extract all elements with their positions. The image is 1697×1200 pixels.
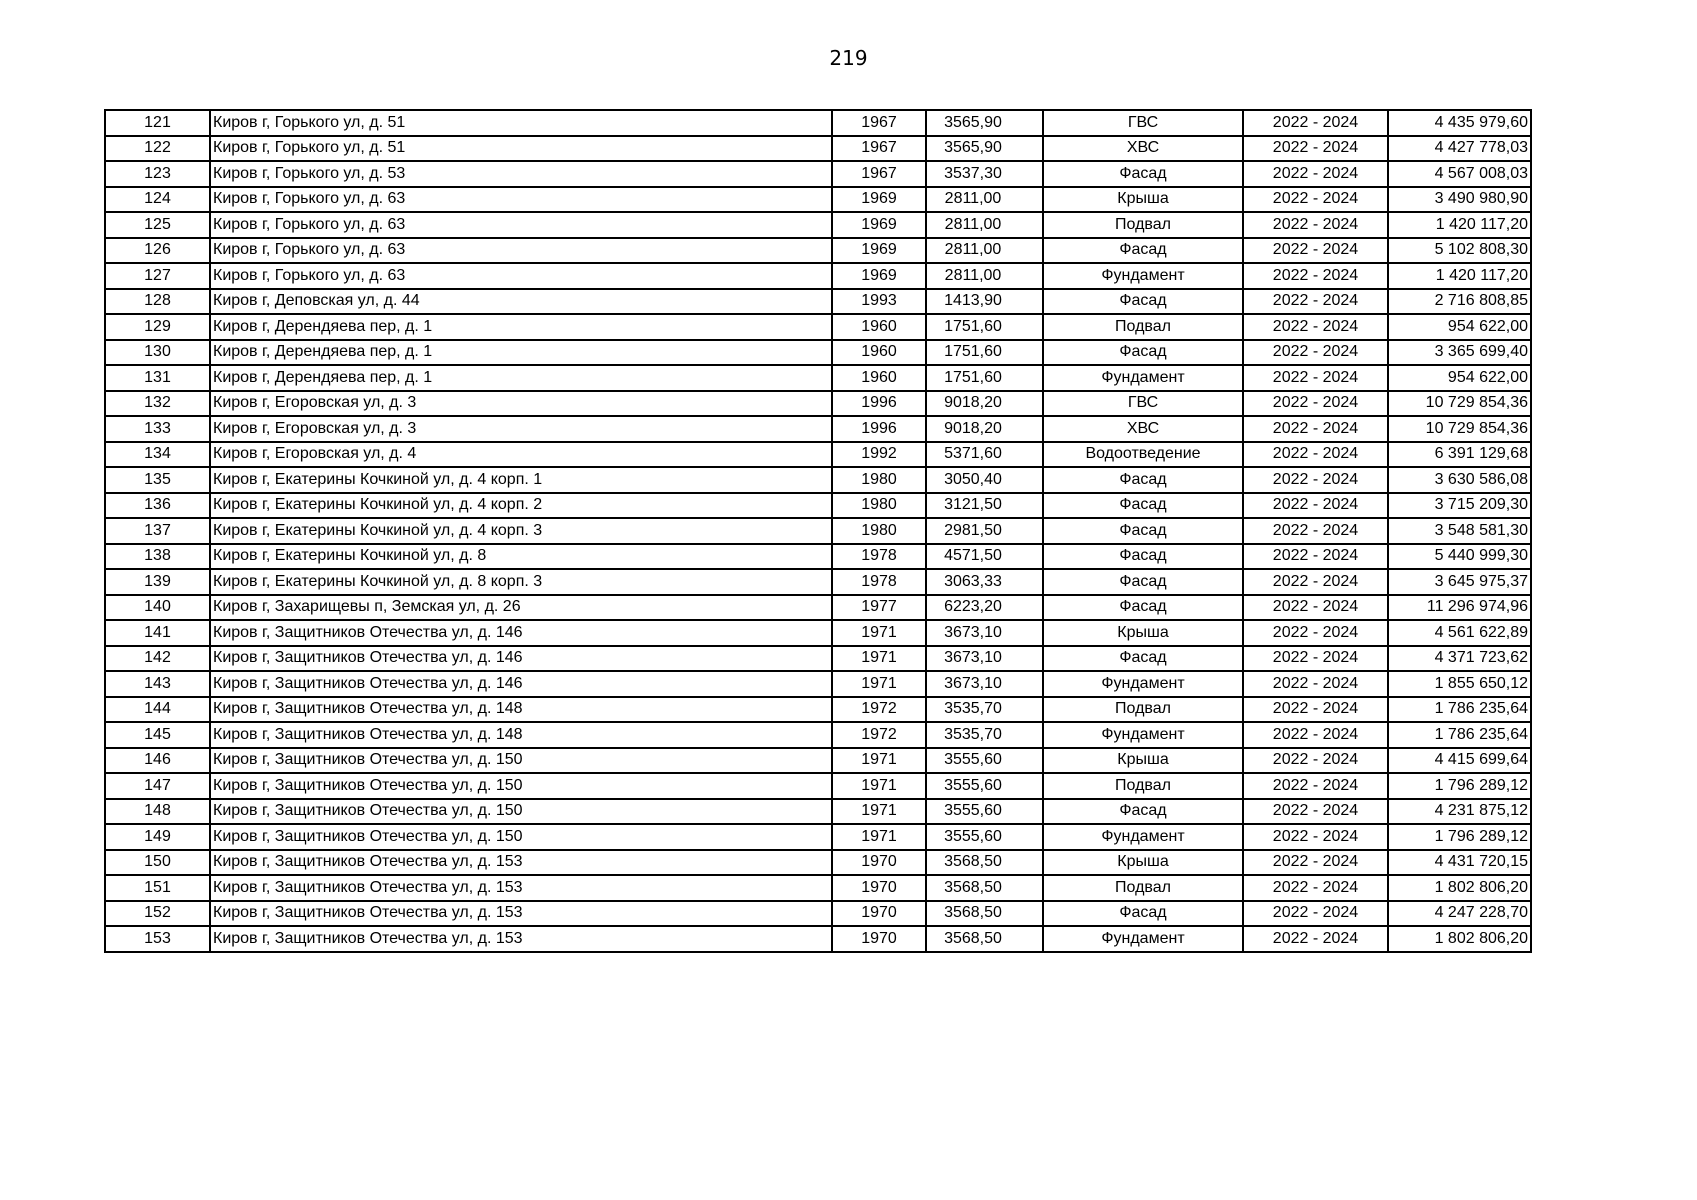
period-cell: 2022 - 2024 [1243,263,1388,289]
address-cell: Киров г, Деповская ул, д. 44 [210,289,832,315]
area-cell: 2981,50 [926,518,1043,544]
build-year-cell: 1967 [832,110,926,136]
period-cell: 2022 - 2024 [1243,467,1388,493]
row-number-cell: 136 [105,493,210,519]
address-cell: Киров г, Екатерины Кочкиной ул, д. 4 корп. 2 [210,493,832,519]
area-cell: 3535,70 [926,697,1043,723]
work-type-cell: Подвал [1043,773,1243,799]
build-year-cell: 1972 [832,722,926,748]
table-row [105,569,1531,595]
table-row [105,722,1531,748]
build-year-cell: 1980 [832,467,926,493]
work-type-cell: Подвал [1043,875,1243,901]
table-row [105,697,1531,723]
row-number-cell: 153 [105,926,210,952]
row-number-cell: 128 [105,289,210,315]
address-cell: Киров г, Горького ул, д. 63 [210,263,832,289]
address-cell: Киров г, Защитников Отечества ул, д. 150 [210,748,832,774]
work-type-cell: Фасад [1043,289,1243,315]
table-row [105,467,1531,493]
row-number-cell: 150 [105,850,210,876]
table-row [105,773,1531,799]
area-cell: 3555,60 [926,799,1043,825]
cost-cell: 4 371 723,62 [1388,646,1531,672]
address-cell: Киров г, Дерендяева пер, д. 1 [210,340,832,366]
cost-cell: 5 440 999,30 [1388,544,1531,570]
work-type-cell: Фасад [1043,646,1243,672]
area-cell: 1413,90 [926,289,1043,315]
cost-cell: 3 548 581,30 [1388,518,1531,544]
period-cell: 2022 - 2024 [1243,365,1388,391]
address-cell: Киров г, Защитников Отечества ул, д. 153 [210,850,832,876]
cost-cell: 4 247 228,70 [1388,901,1531,927]
build-year-cell: 1978 [832,544,926,570]
period-cell: 2022 - 2024 [1243,238,1388,264]
work-type-cell: ГВС [1043,110,1243,136]
row-number-cell: 134 [105,442,210,468]
row-number-cell: 131 [105,365,210,391]
cost-cell: 10 729 854,36 [1388,416,1531,442]
area-cell: 3121,50 [926,493,1043,519]
row-number-cell: 121 [105,110,210,136]
work-type-cell: Фундамент [1043,263,1243,289]
address-cell: Киров г, Горького ул, д. 51 [210,110,832,136]
area-cell: 3050,40 [926,467,1043,493]
period-cell: 2022 - 2024 [1243,901,1388,927]
build-year-cell: 1992 [832,442,926,468]
period-cell: 2022 - 2024 [1243,850,1388,876]
period-cell: 2022 - 2024 [1243,799,1388,825]
area-cell: 3568,50 [926,850,1043,876]
address-cell: Киров г, Егоровская ул, д. 3 [210,391,832,417]
address-cell: Киров г, Защитников Отечества ул, д. 146 [210,671,832,697]
build-year-cell: 1970 [832,850,926,876]
period-cell: 2022 - 2024 [1243,569,1388,595]
work-type-cell: Фасад [1043,901,1243,927]
work-type-cell: Крыша [1043,850,1243,876]
work-type-cell: Фасад [1043,544,1243,570]
row-number-cell: 125 [105,212,210,238]
period-cell: 2022 - 2024 [1243,697,1388,723]
row-number-cell: 151 [105,875,210,901]
work-type-cell: Фасад [1043,569,1243,595]
area-cell: 3555,60 [926,748,1043,774]
work-type-cell: Фундамент [1043,926,1243,952]
build-year-cell: 1960 [832,340,926,366]
build-year-cell: 1996 [832,391,926,417]
period-cell: 2022 - 2024 [1243,773,1388,799]
row-number-cell: 135 [105,467,210,493]
work-type-cell: Фасад [1043,161,1243,187]
work-type-cell: Подвал [1043,314,1243,340]
build-year-cell: 1970 [832,901,926,927]
table-row [105,416,1531,442]
cost-cell: 954 622,00 [1388,365,1531,391]
cost-cell: 11 296 974,96 [1388,595,1531,621]
area-cell: 2811,00 [926,238,1043,264]
cost-cell: 3 365 699,40 [1388,340,1531,366]
address-cell: Киров г, Дерендяева пер, д. 1 [210,314,832,340]
table-row [105,875,1531,901]
table-row [105,620,1531,646]
table-row [105,289,1531,315]
area-cell: 3673,10 [926,620,1043,646]
work-type-cell: Фасад [1043,518,1243,544]
row-number-cell: 126 [105,238,210,264]
period-cell: 2022 - 2024 [1243,110,1388,136]
build-year-cell: 1971 [832,799,926,825]
row-number-cell: 122 [105,136,210,162]
cost-cell: 5 102 808,30 [1388,238,1531,264]
cost-cell: 2 716 808,85 [1388,289,1531,315]
cost-cell: 3 645 975,37 [1388,569,1531,595]
table-row [105,493,1531,519]
row-number-cell: 123 [105,161,210,187]
work-type-cell: Крыша [1043,748,1243,774]
cost-cell: 1 855 650,12 [1388,671,1531,697]
address-cell: Киров г, Екатерины Кочкиной ул, д. 4 корп. 3 [210,518,832,544]
build-year-cell: 1971 [832,671,926,697]
period-cell: 2022 - 2024 [1243,161,1388,187]
period-cell: 2022 - 2024 [1243,314,1388,340]
work-type-cell: Подвал [1043,697,1243,723]
work-type-cell: Фасад [1043,595,1243,621]
address-cell: Киров г, Горького ул, д. 63 [210,212,832,238]
cost-cell: 1 420 117,20 [1388,212,1531,238]
area-cell: 9018,20 [926,416,1043,442]
area-cell: 2811,00 [926,187,1043,213]
area-cell: 9018,20 [926,391,1043,417]
work-type-cell: ХВС [1043,136,1243,162]
area-cell: 3555,60 [926,773,1043,799]
area-cell: 5371,60 [926,442,1043,468]
period-cell: 2022 - 2024 [1243,595,1388,621]
period-cell: 2022 - 2024 [1243,340,1388,366]
table-row [105,314,1531,340]
area-cell: 3537,30 [926,161,1043,187]
row-number-cell: 139 [105,569,210,595]
build-year-cell: 1971 [832,748,926,774]
table-row [105,518,1531,544]
address-cell: Киров г, Защитников Отечества ул, д. 146 [210,620,832,646]
cost-cell: 4 431 720,15 [1388,850,1531,876]
build-year-cell: 1969 [832,212,926,238]
area-cell: 3568,50 [926,901,1043,927]
work-type-cell: Водоотведение [1043,442,1243,468]
address-cell: Киров г, Защитников Отечества ул, д. 146 [210,646,832,672]
work-type-cell: Фасад [1043,799,1243,825]
row-number-cell: 127 [105,263,210,289]
work-type-cell: Крыша [1043,620,1243,646]
cost-cell: 10 729 854,36 [1388,391,1531,417]
cost-cell: 3 490 980,90 [1388,187,1531,213]
period-cell: 2022 - 2024 [1243,748,1388,774]
period-cell: 2022 - 2024 [1243,187,1388,213]
period-cell: 2022 - 2024 [1243,442,1388,468]
table-row [105,671,1531,697]
area-cell: 4571,50 [926,544,1043,570]
table-row [105,442,1531,468]
build-year-cell: 1996 [832,416,926,442]
table-row [105,110,1531,136]
period-cell: 2022 - 2024 [1243,926,1388,952]
address-cell: Киров г, Защитников Отечества ул, д. 153 [210,926,832,952]
build-year-cell: 1967 [832,161,926,187]
period-cell: 2022 - 2024 [1243,518,1388,544]
cost-cell: 3 630 586,08 [1388,467,1531,493]
build-year-cell: 1993 [832,289,926,315]
area-cell: 1751,60 [926,314,1043,340]
cost-cell: 1 420 117,20 [1388,263,1531,289]
row-number-cell: 138 [105,544,210,570]
area-cell: 3673,10 [926,671,1043,697]
area-cell: 6223,20 [926,595,1043,621]
build-year-cell: 1960 [832,365,926,391]
cost-cell: 4 435 979,60 [1388,110,1531,136]
area-cell: 1751,60 [926,365,1043,391]
table-row [105,544,1531,570]
area-cell: 3535,70 [926,722,1043,748]
build-year-cell: 1971 [832,773,926,799]
area-cell: 3568,50 [926,926,1043,952]
table-row [105,136,1531,162]
row-number-cell: 140 [105,595,210,621]
row-number-cell: 124 [105,187,210,213]
row-number-cell: 141 [105,620,210,646]
address-cell: Киров г, Горького ул, д. 51 [210,136,832,162]
row-number-cell: 133 [105,416,210,442]
cost-cell: 1 802 806,20 [1388,875,1531,901]
register-table-body [105,110,1531,952]
build-year-cell: 1967 [832,136,926,162]
work-type-cell: ХВС [1043,416,1243,442]
address-cell: Киров г, Екатерины Кочкиной ул, д. 8 [210,544,832,570]
work-type-cell: Фундамент [1043,365,1243,391]
period-cell: 2022 - 2024 [1243,722,1388,748]
address-cell: Киров г, Защитников Отечества ул, д. 153 [210,901,832,927]
period-cell: 2022 - 2024 [1243,289,1388,315]
address-cell: Киров г, Защитников Отечества ул, д. 150 [210,799,832,825]
area-cell: 1751,60 [926,340,1043,366]
table-row [105,850,1531,876]
cost-cell: 6 391 129,68 [1388,442,1531,468]
address-cell: Киров г, Захарищевы п, Земская ул, д. 26 [210,595,832,621]
area-cell: 2811,00 [926,212,1043,238]
cost-cell: 4 561 622,89 [1388,620,1531,646]
work-type-cell: Фундамент [1043,722,1243,748]
build-year-cell: 1971 [832,620,926,646]
table-row [105,238,1531,264]
cost-cell: 4 231 875,12 [1388,799,1531,825]
row-number-cell: 145 [105,722,210,748]
cost-cell: 1 802 806,20 [1388,926,1531,952]
row-number-cell: 130 [105,340,210,366]
row-number-cell: 149 [105,824,210,850]
address-cell: Киров г, Горького ул, д. 63 [210,187,832,213]
area-cell: 3063,33 [926,569,1043,595]
build-year-cell: 1971 [832,824,926,850]
table-row [105,187,1531,213]
cost-cell: 1 796 289,12 [1388,773,1531,799]
build-year-cell: 1960 [832,314,926,340]
period-cell: 2022 - 2024 [1243,416,1388,442]
row-number-cell: 132 [105,391,210,417]
work-type-cell: Фундамент [1043,671,1243,697]
cost-cell: 3 715 209,30 [1388,493,1531,519]
work-type-cell: Фасад [1043,238,1243,264]
table-row [105,161,1531,187]
period-cell: 2022 - 2024 [1243,875,1388,901]
period-cell: 2022 - 2024 [1243,671,1388,697]
table-row [105,901,1531,927]
cost-cell: 1 796 289,12 [1388,824,1531,850]
build-year-cell: 1970 [832,926,926,952]
period-cell: 2022 - 2024 [1243,620,1388,646]
build-year-cell: 1972 [832,697,926,723]
address-cell: Киров г, Горького ул, д. 63 [210,238,832,264]
cost-cell: 4 415 699,64 [1388,748,1531,774]
build-year-cell: 1971 [832,646,926,672]
row-number-cell: 137 [105,518,210,544]
address-cell: Киров г, Защитников Отечества ул, д. 150 [210,824,832,850]
table-row [105,799,1531,825]
area-cell: 3568,50 [926,875,1043,901]
work-type-cell: Фасад [1043,340,1243,366]
table-row [105,748,1531,774]
table-row [105,824,1531,850]
area-cell: 2811,00 [926,263,1043,289]
table-row [105,263,1531,289]
period-cell: 2022 - 2024 [1243,646,1388,672]
area-cell: 3565,90 [926,110,1043,136]
address-cell: Киров г, Егоровская ул, д. 3 [210,416,832,442]
repair-register-table [104,109,1532,953]
period-cell: 2022 - 2024 [1243,391,1388,417]
row-number-cell: 144 [105,697,210,723]
row-number-cell: 147 [105,773,210,799]
address-cell: Киров г, Защитников Отечества ул, д. 148 [210,697,832,723]
build-year-cell: 1969 [832,187,926,213]
address-cell: Киров г, Егоровская ул, д. 4 [210,442,832,468]
build-year-cell: 1969 [832,263,926,289]
build-year-cell: 1969 [832,238,926,264]
address-cell: Киров г, Екатерины Кочкиной ул, д. 8 корп. 3 [210,569,832,595]
table-row [105,595,1531,621]
work-type-cell: Фундамент [1043,824,1243,850]
table-row [105,365,1531,391]
row-number-cell: 146 [105,748,210,774]
work-type-cell: ГВС [1043,391,1243,417]
page-number: 219 [829,46,868,70]
work-type-cell: Фасад [1043,467,1243,493]
address-cell: Киров г, Горького ул, д. 53 [210,161,832,187]
build-year-cell: 1980 [832,518,926,544]
work-type-cell: Подвал [1043,212,1243,238]
row-number-cell: 129 [105,314,210,340]
address-cell: Киров г, Защитников Отечества ул, д. 148 [210,722,832,748]
cost-cell: 4 427 778,03 [1388,136,1531,162]
period-cell: 2022 - 2024 [1243,544,1388,570]
period-cell: 2022 - 2024 [1243,824,1388,850]
table-row [105,646,1531,672]
address-cell: Киров г, Дерендяева пер, д. 1 [210,365,832,391]
row-number-cell: 143 [105,671,210,697]
work-type-cell: Фасад [1043,493,1243,519]
table-row [105,926,1531,952]
build-year-cell: 1980 [832,493,926,519]
row-number-cell: 142 [105,646,210,672]
area-cell: 3565,90 [926,136,1043,162]
period-cell: 2022 - 2024 [1243,136,1388,162]
table-row [105,212,1531,238]
address-cell: Киров г, Защитников Отечества ул, д. 153 [210,875,832,901]
cost-cell: 1 786 235,64 [1388,722,1531,748]
cost-cell: 954 622,00 [1388,314,1531,340]
table-row [105,340,1531,366]
row-number-cell: 148 [105,799,210,825]
period-cell: 2022 - 2024 [1243,212,1388,238]
address-cell: Киров г, Екатерины Кочкиной ул, д. 4 корп. 1 [210,467,832,493]
build-year-cell: 1978 [832,569,926,595]
cost-cell: 1 786 235,64 [1388,697,1531,723]
address-cell: Киров г, Защитников Отечества ул, д. 150 [210,773,832,799]
area-cell: 3555,60 [926,824,1043,850]
period-cell: 2022 - 2024 [1243,493,1388,519]
area-cell: 3673,10 [926,646,1043,672]
work-type-cell: Крыша [1043,187,1243,213]
build-year-cell: 1977 [832,595,926,621]
cost-cell: 4 567 008,03 [1388,161,1531,187]
build-year-cell: 1970 [832,875,926,901]
row-number-cell: 152 [105,901,210,927]
table-row [105,391,1531,417]
